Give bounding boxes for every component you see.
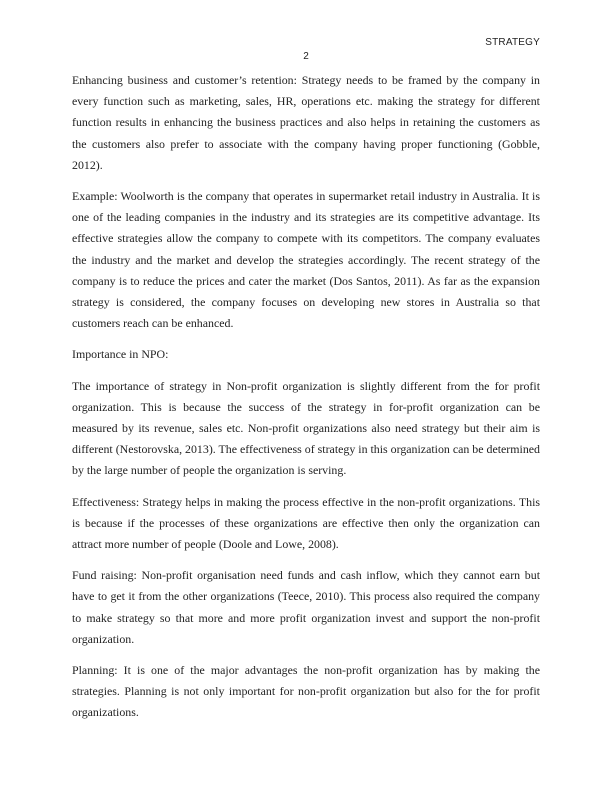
paragraph-customer-retention: Enhancing business and customer’s retention: Strategy needs to be framed by the company in every function such as marketing, sales, HR, operations etc. making the strategy for different function results in enhancing the business practices and also helps in retaining the customers as the customers also prefer to associate with the company having proper functioning (Gobble, 2012). <box>72 73 540 172</box>
paragraph-npo-importance: The importance of strategy in Non-profit organization is slightly different from the for profit organization. This is because the success of the strategy in for-profit organization can be measured by its revenue, sales etc. Non-profit organizations also need strategy but their aim is different (Nestorovska, 2013). The effectiveness of strategy in this organization can be determined by the large number of people the organization is serving. <box>72 378 540 478</box>
paragraph-effectiveness: Effectiveness: Strategy helps in making the process effective in the non-profit organizations. This is because if the processes of these organizations are effective then only the organization can attract more number of people (Doole and Lowe, 2008). <box>72 494 540 552</box>
document-body <box>72 70 540 734</box>
paragraph-woolworth-example: Example: Woolworth is the company that operates in supermarket retail industry in Australia. It is one of the leading companies in the industry and its strategies are its competitive advantage. Its effective strategies allow the company to compete with its competitors. The company evaluates the industry and the market and develop the strategies accordingly. The recent strategy of the company is to reduce the prices and cater the market (Dos Santos, 2011). As far as the expansion strategy is considered, the company focuses on developing new stores in Australia so that customers reach can be enhanced. <box>72 189 540 331</box>
running-head: STRATEGY <box>485 37 540 48</box>
section-heading-npo: Importance in NPO: <box>72 347 169 362</box>
page-number: 2 <box>303 51 309 62</box>
paragraph-planning: Planning: It is one of the major advantages the non-profit organization has by making the strategies. Planning is not only important for non-profit organization but also for the for profit organizations. <box>72 663 540 720</box>
paragraph-fund-raising: Fund raising: Non-profit organisation need funds and cash inflow, which they cannot earn but have to get it from the other organizations (Teece, 2010). This process also required the company to make strategy so that more and more profit organization invest and support the non-profit organization. <box>72 568 540 646</box>
